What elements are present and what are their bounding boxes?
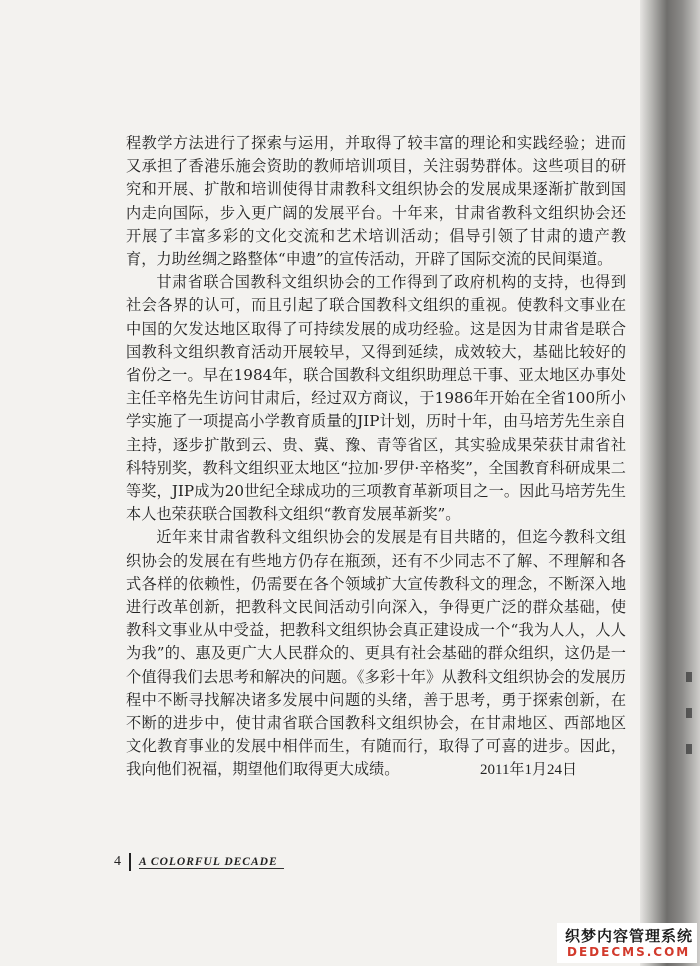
watermark-title: 织梦内容管理系统 [565,927,694,945]
edge-mark [686,672,692,682]
edge-mark [686,708,692,718]
page-binding-shadow [640,0,700,966]
running-title: A COLORFUL DECADE [139,856,284,869]
watermark [557,923,697,963]
edge-text-fragments [686,672,696,780]
paragraph-1: 程教学方法进行了探索与运用，并取得了较丰富的理论和实践经验；进而又承担了香港乐施会资助的教师培训项目，关注弱势群体。这些项目的研究和开展、扩散和培训使得甘肃教科文组织协会的发展成果逐渐扩散到国内走向国际，步入更广阔的发展平台。十年来，甘肃省教科文组织协会还开展了丰富多彩的文化交流和艺术培训活动；倡导引领了甘肃的遗产教育，力助丝绸之路整体“申遗”的宣传活动，开辟了国际交流的民间渠道。 [126,134,626,269]
page-footer [114,851,284,873]
edge-mark [686,744,692,754]
paragraph-3: 近年来甘肃省教科文组织协会的发展是有目共睹的，但迄今教科文组织协会的发展在有些地方仍存在瓶颈，还有不少同志不了解、不理解和各式各样的依赖性，仍需要在各个领域扩大宣传教科文的理念，不断深入地进行改革创新，把教科文民间活动引向深入，争得更广泛的群众基础，使教科文事业从中受益，把教科文组织协会真正建设成一个“我为人人，人人为我”的、惠及更广大人民群众的、更具有社会基础的群众组织，这仍是一个值得我们去思考和解决的问题。《多彩十年》从教科文组织协会的发展历程中不断寻找解决诸多发展中问题的头绪，善于思考，勇于探索创新，在不断的进步中，使甘肃省联合国教科文组织协会，在甘肃地区、西部地区文化教育事业的发展中相伴而生，有随而行，取得了可喜的进步。因此，我向他们祝福，期望他们取得更大成绩。 [126,528,626,779]
body-text [126,132,626,782]
watermark-url: DEDECMS.COM [567,945,691,959]
page-number: 4 [114,854,121,869]
signature-date: 2011年1月24日 [480,762,577,778]
footer-divider [129,853,131,871]
paragraph-2: 甘肃省联合国教科文组织协会的工作得到了政府机构的支持，也得到社会各界的认可，而且引起了联合国教科文组织的重视。使教科文事业在中国的欠发达地区取得了可持续发展的成功经验。这是因为甘肃省是联合国教科文组织教育活动开展较早，又得到延续，成效较大，基础比较好的省份之一。早在1984年，联合国教科文组织助理总干事、亚太地区办事处主任辛格先生访问甘肃后，经过双方商议，于1986年开始在全省100所小学实施了一项提高小学教育质量的JIP计划，历时十年，由马培芳先生亲自主持，逐步扩散到云、贵、冀、豫、青等省区，其实验成果荣获甘肃省社科特别奖，教科文组织亚太地区“拉加·罗伊·辛格奖”，全国教育科研成果二等奖，JIP成为20世纪全球成功的三项教育革新项目之一。因此马培芳先生本人也荣获联合国教科文组织“教育发展革新奖”。 [126,273,626,524]
